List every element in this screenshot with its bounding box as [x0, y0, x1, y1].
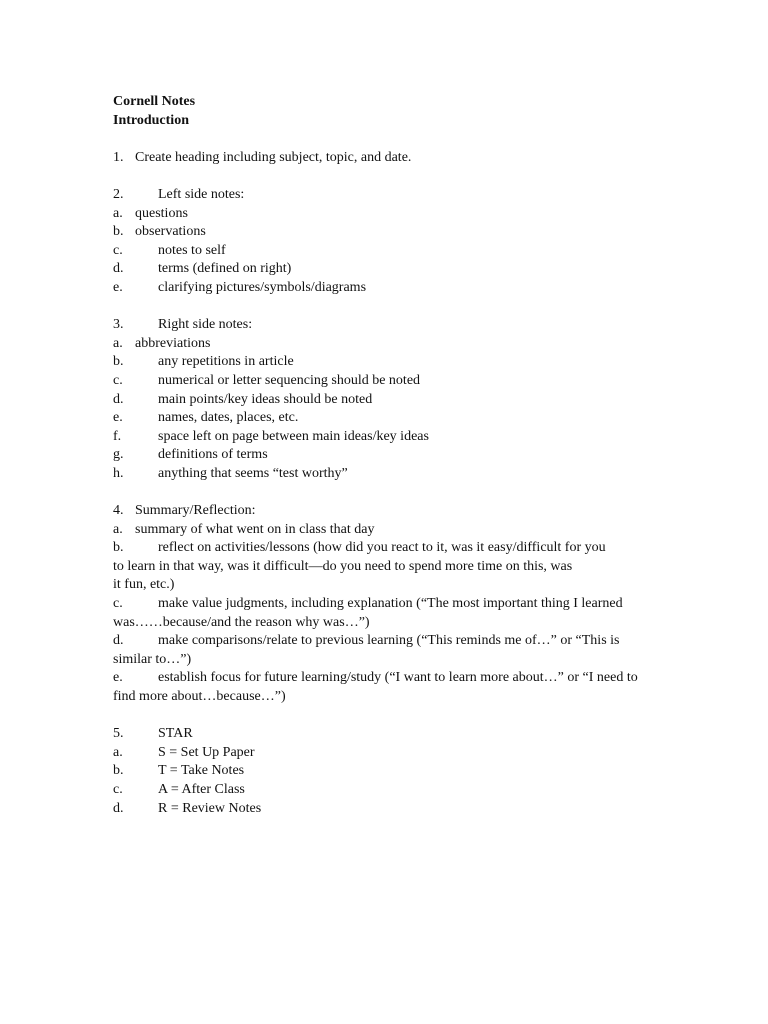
list-item-text: A = After Class	[158, 781, 245, 797]
list-item	[113, 335, 653, 354]
list-item-text: numerical or letter sequencing should be noted	[158, 372, 421, 388]
list-item-text: establish focus for future learning/study (“I want to learn more about…” or “I need to	[158, 670, 638, 686]
list-marker: b.	[113, 224, 124, 240]
list-item	[113, 781, 653, 800]
list-marker: d.	[113, 633, 124, 649]
document-page	[113, 93, 653, 818]
list-item	[113, 744, 653, 763]
section-5-text: STAR	[158, 726, 193, 742]
list-item-text: main points/key ideas should be noted	[158, 391, 373, 407]
list-item	[113, 521, 653, 540]
list-item-continuation: to learn in that way, was it difficult—do you need to spend more time on this, was	[113, 558, 573, 574]
list-marker: e.	[113, 410, 123, 426]
list-item	[113, 242, 653, 261]
list-marker: a.	[113, 205, 123, 221]
list-item	[113, 428, 653, 447]
list-item-continuation: was……because/and the reason why was…”)	[113, 614, 370, 630]
list-marker: 2.	[113, 186, 124, 202]
list-item	[113, 800, 653, 819]
list-marker: a.	[113, 521, 123, 537]
list-marker: 1.	[113, 149, 124, 165]
list-item	[113, 223, 653, 242]
list-item-text: clarifying pictures/symbols/diagrams	[158, 279, 367, 295]
list-item	[113, 669, 653, 688]
list-marker: c.	[113, 781, 123, 797]
list-marker: a.	[113, 744, 123, 760]
list-item-text: S = Set Up Paper	[158, 744, 255, 760]
section-3-text: Right side notes:	[158, 317, 253, 333]
list-item	[113, 279, 653, 298]
list-marker: f.	[113, 428, 122, 444]
list-item-text: definitions of terms	[158, 447, 268, 463]
list-marker: d.	[113, 261, 124, 277]
list-item	[113, 372, 653, 391]
list-marker: b.	[113, 540, 124, 556]
list-item	[113, 465, 653, 484]
list-marker: b.	[113, 354, 124, 370]
list-item-text: reflect on activities/lessons (how did you react to it, was it easy/difficult for you	[158, 540, 606, 556]
list-item-text: anything that seems “test worthy”	[158, 465, 348, 481]
spacer	[113, 483, 653, 502]
list-marker: d.	[113, 391, 124, 407]
section-4-heading	[113, 502, 653, 521]
list-marker: d.	[113, 800, 124, 816]
list-item-text: abbreviations	[135, 335, 211, 351]
list-item	[113, 391, 653, 410]
list-item-continuation: find more about…because…”)	[113, 689, 286, 704]
section-1-text: Create heading including subject, topic, and date.	[135, 149, 412, 165]
list-item	[113, 353, 653, 372]
list-marker: a.	[113, 335, 123, 351]
section-4-text: Summary/Reflection:	[135, 503, 256, 519]
list-item-continuation: similar to…”)	[113, 651, 192, 667]
spacer	[113, 130, 653, 149]
list-marker: 4.	[113, 503, 124, 519]
document-title: Cornell Notes	[113, 94, 196, 109]
section-2-heading	[113, 186, 653, 205]
list-item-continuation: it fun, etc.)	[113, 577, 175, 593]
list-marker: c.	[113, 596, 123, 612]
list-marker: c.	[113, 372, 123, 388]
list-item	[113, 595, 653, 614]
section-1-heading	[113, 149, 653, 168]
list-item-text: summary of what went on in class that day	[135, 521, 375, 537]
list-item-text: observations	[135, 224, 206, 240]
list-item-text: names, dates, places, etc.	[158, 410, 299, 426]
section-5-heading	[113, 725, 653, 744]
list-item-text: any repetitions in article	[158, 354, 294, 370]
section-2-text: Left side notes:	[158, 186, 245, 202]
list-marker: 5.	[113, 726, 124, 742]
list-item-text: space left on page between main ideas/key ideas	[158, 428, 429, 444]
list-marker: e.	[113, 670, 123, 686]
list-item	[113, 632, 653, 651]
list-item	[113, 205, 653, 224]
list-marker: h.	[113, 465, 124, 481]
list-item-text: make value judgments, including explanation (“The most important thing I learned	[158, 596, 623, 612]
list-marker: e.	[113, 279, 123, 295]
list-item-text: questions	[135, 205, 188, 221]
list-item-text: notes to self	[158, 242, 226, 258]
section-3-heading	[113, 316, 653, 335]
list-marker: g.	[113, 447, 124, 463]
list-item	[113, 539, 653, 558]
document-subtitle: Introduction	[113, 112, 189, 128]
list-item-text: make comparisons/relate to previous learning (“This reminds me of…” or “This is	[158, 633, 620, 649]
list-marker: c.	[113, 242, 123, 258]
list-item	[113, 762, 653, 781]
list-marker: b.	[113, 763, 124, 779]
list-item-text: T = Take Notes	[158, 763, 245, 779]
spacer	[113, 707, 653, 726]
list-marker: 3.	[113, 317, 124, 333]
list-item	[113, 446, 653, 465]
list-item	[113, 409, 653, 428]
spacer	[113, 167, 653, 186]
list-item-text: R = Review Notes	[158, 800, 262, 816]
list-item-text: terms (defined on right)	[158, 261, 292, 277]
spacer	[113, 298, 653, 317]
list-item	[113, 260, 653, 279]
